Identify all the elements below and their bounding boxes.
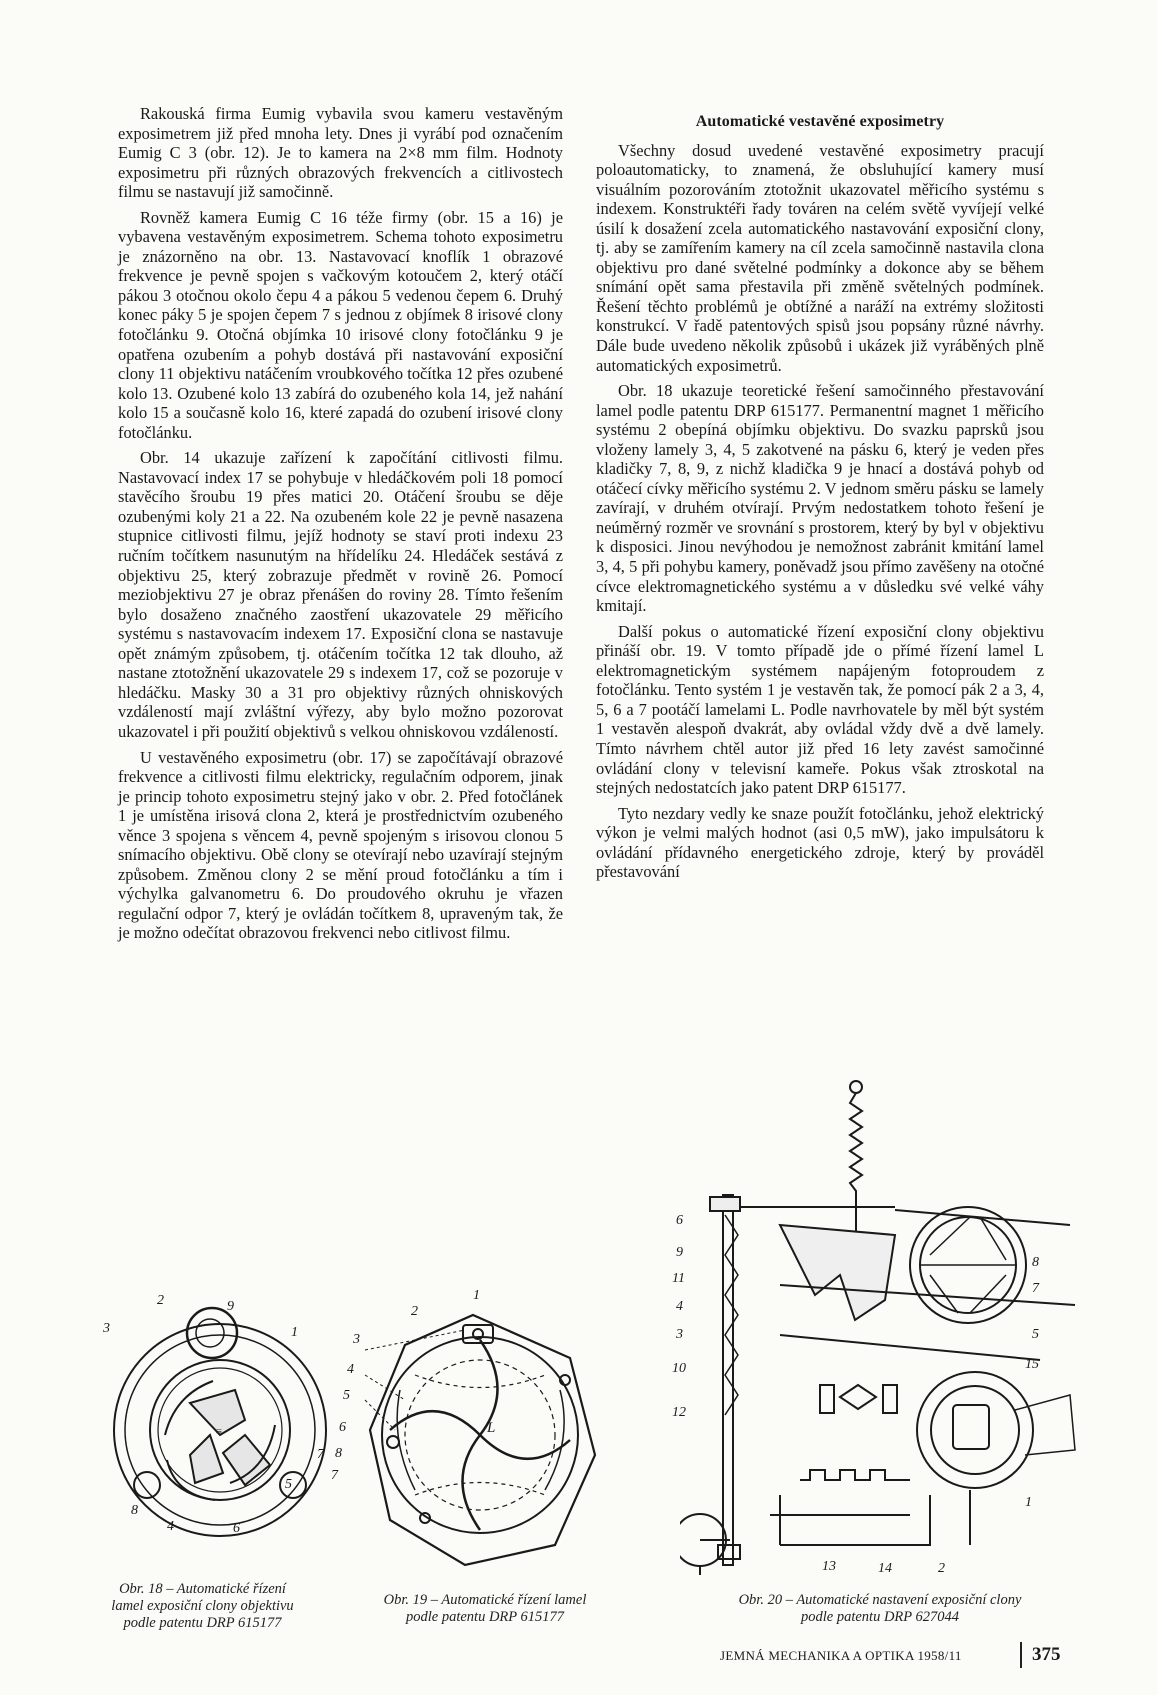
figure-label: 4 bbox=[167, 1519, 174, 1534]
figure-label: 2 bbox=[411, 1304, 418, 1319]
figure-label: 5 bbox=[285, 1477, 292, 1492]
figure-label: 10 bbox=[672, 1361, 686, 1376]
figure-label: 1 bbox=[291, 1325, 298, 1340]
caption-line: lamel exposiční clony objektivu bbox=[111, 1598, 294, 1614]
figure-label: 2 bbox=[157, 1293, 164, 1308]
figure-label: 1 bbox=[473, 1288, 480, 1303]
paragraph: Všechny dosud uvedené vestavěné exposimetry pracují poloautomaticky, to znamená, že obsluhující kamery musí visuálním pozorováním ztotožnit ukazovatel měřicího systému s indexem. Konstruktéři řady továren na celém světě vyvíjejí velké úsilí k dosažení zcela automatického nastavování exposiční clony, tj. aby se zamířením kamery na cíl zcela samočinně nastavila clona objektivu pro dané světelné podmínky a dokonce aby se během snímání opět sama přestavila při změně světelných podmínek. Řešení těchto problémů je obtížné a naráží na extrémy složitosti konstrukcí. V řadě patentových spisů jsou popsány různé návrhy. Dále bude uvedeno několik způsobů i ukázek již vyráběných plně automatických exposimetrů. bbox=[596, 140, 1044, 375]
figure-label: 8 bbox=[335, 1446, 342, 1461]
figure-label: 4 bbox=[676, 1299, 683, 1314]
journal-name: JEMNÁ MECHANIKA A OPTIKA 1958/11 bbox=[720, 1648, 962, 1663]
caption-line: podle patentu DRP 615177 bbox=[123, 1615, 282, 1631]
figure-label: 3 bbox=[676, 1327, 683, 1342]
figure-label: 6 bbox=[676, 1213, 683, 1228]
figure-label: 7 bbox=[317, 1447, 324, 1462]
footer-divider bbox=[1020, 1642, 1022, 1668]
figure-label: 1 bbox=[1025, 1495, 1032, 1510]
caption-line: podle patentu DRP 615177 bbox=[405, 1609, 564, 1625]
left-text-column bbox=[118, 104, 563, 949]
figure-label: 8 bbox=[131, 1503, 138, 1518]
figure-18-caption bbox=[70, 1581, 335, 1632]
figure-18 bbox=[95, 1285, 340, 1590]
figure-label: 7 bbox=[1032, 1281, 1039, 1296]
figure-label: 13 bbox=[822, 1559, 836, 1574]
figure-label: 9 bbox=[676, 1245, 683, 1260]
figure-19-caption bbox=[330, 1592, 640, 1626]
svg-text:≡: ≡ bbox=[215, 1426, 223, 1438]
figure-label: 12 bbox=[672, 1405, 686, 1420]
figure-19 bbox=[331, 1280, 610, 1585]
paragraph: Rakouská firma Eumig vybavila svou kameru vestavěným exposimetrem již před mnoha lety. Dnes ji vyrábí pod označením Eumig C 3 (obr. 12). Je to kamera na 2×8 mm film. Hodnoty exposimetru při různých obrazových frekvencích a citlivostech filmu se nastavují již samočinně. bbox=[118, 104, 563, 202]
figure-label: 3 bbox=[353, 1332, 360, 1347]
caption-line: Obr. 20 – Automatické nastavení exposiční clony bbox=[738, 1592, 1022, 1608]
figure-18-drawing bbox=[95, 1285, 340, 1590]
figure-20 bbox=[672, 1075, 1080, 1585]
section-heading: Automatické vestavěné exposimetry bbox=[695, 113, 945, 130]
figure-19-drawing bbox=[345, 1280, 610, 1585]
figure-label: 14 bbox=[878, 1561, 892, 1576]
caption-line: Obr. 18 – Automatické řízení bbox=[119, 1581, 286, 1597]
figure-label: 11 bbox=[672, 1271, 685, 1286]
figure-20-drawing bbox=[680, 1075, 1080, 1585]
page-footer bbox=[720, 1642, 1060, 1666]
figure-label: 4 bbox=[347, 1362, 354, 1377]
figure-label: 6 bbox=[233, 1521, 240, 1536]
right-text-column bbox=[596, 112, 1044, 888]
paragraph: U vestavěného exposimetru (obr. 17) se započítávají obrazové frekvence a citlivosti filmu elektricky, regulačním odporem, jinak je princip tohoto exposimetru stejný jako v obr. 2. Před fotočlánek 1 je umístěna irisová clona 2, která je prostřednictvím ozubeného věnce 3 spojena s věncem 4, pevně spojeným s irisovou clonou 5 snímacího objektivu. Obě clony se otevírají nebo uzavírají stejným způsobem. Změnou clony 2 se mění proud fotočlánku a tím i výchylka galvanometru 6. Do proudového okruhu je vřazen regulační odpor 7, který je ovládán točítkem 8, upraveným tak, že je možno odečítat obrazovou frekvenci nebo citlivost filmu. bbox=[118, 747, 563, 943]
paragraph: Další pokus o automatické řízení exposiční clony objektivu přináší obr. 19. V tomto případě jde o přímé řízení lamel L elektromagnetickým systémem napájeným fotoproudem z fotočlánku. Tento systém 1 je vestavěn tak, že pomocí pák 2 a 3, 4, 5, 6 a 7 pootáčí lamelami L. Podle navrhovatele by měl být systém 1 vestavěn alespoň dvakrát, aby ovládal vždy dvě a dvě lamely. Tímto návrhem chtěl autor již před 16 lety zavést samočinné ovládání clony v televisní kameře. Pokus však ztroskotal na stejných nedostatcích jako patent DRP 615177. bbox=[596, 621, 1044, 798]
figure-label: 7 bbox=[331, 1468, 338, 1483]
page-number: 375 bbox=[1032, 1644, 1061, 1665]
figure-label: 8 bbox=[1032, 1255, 1039, 1270]
figure-label: 2 bbox=[938, 1561, 945, 1576]
figure-label: 15 bbox=[1025, 1357, 1039, 1372]
figure-label: 5 bbox=[343, 1388, 350, 1403]
paragraph: Tyto nezdary vedly ke snaze použít fotočlánku, jehož elektrický výkon je velmi malých hodnot (asi 0,5 mW), jako impulsátoru k ovládání přídavného energetického zdroje, který by prováděl přestavování bbox=[596, 803, 1044, 882]
caption-line: Obr. 19 – Automatické řízení lamel bbox=[383, 1592, 587, 1608]
paragraph: Obr. 18 ukazuje teoretické řešení samočinného přestavování lamel podle patentu DRP 615177. Permanentní magnet 1 měřicího systému 2 obepíná objímku objektivu. Do svazku paprsků jsou vloženy lamely 3, 4, 5 zakotvené na pásku 6, který je veden přes kladičky 7, 8, 9, z nichž kladička 9 je hnací a dostává pohyb od otáčecí cívky měřicího systému 2. V jednom směru pásku se lamely zavírají, v druhém otvírají. Prvým nedostatkem tohoto řešení je neúměrný rozměr ve srovnání s prostorem, který by byl v objektivu k disposici. Jinou nevýhodou je nemožnost zabránit kmitání lamel 3, 4, 5 při pohybu kamery, poněvadž jsou přímo zavěšeny na otočné cívce elektromagnetického systému a v důsledku své velké váhy kmitají. bbox=[596, 381, 1044, 616]
figure-label: 3 bbox=[103, 1321, 110, 1336]
figure-20-caption bbox=[680, 1592, 1080, 1626]
caption-line: podle patentu DRP 627044 bbox=[800, 1609, 959, 1625]
figure-label: 9 bbox=[227, 1299, 234, 1314]
paragraph: Rovněž kamera Eumig C 16 téže firmy (obr. 15 a 16) je vybavena vestavěným exposimetrem. Schema tohoto exposimetru je znázorněno na obr. 13. Nastavovací knoflík 1 obrazové frekvence je pevně spojen s vačkovým kotoučem 2, který otáčí pákou 3 otočnou okolo čepu 4 a pákou 5 vedenou čepem 6. Druhý konec páky 5 je spojen čepem 7 s jednou z objímek 8 irisové clony fotočlánku 9. Otočná objímka 10 irisové clony fotočlánku 9 je opatřena ozubením a pohyb dostává při nastavování exposiční clony 11 objektivu natáčením vroubkového točítka 12 přes ozubené kolo 13. Ozubené kolo 13 zabírá do ozubeného kola 14, jež nahání kolo 15 a současně kolo 16, které zapadá do ozubení irisové clony fotočlánku. bbox=[118, 207, 563, 442]
figure-label: 5 bbox=[1032, 1327, 1039, 1342]
paragraph: Obr. 14 ukazuje zařízení k započítání citlivosti filmu. Nastavovací index 17 se pohybuje v hledáčkovém poli 18 pomocí stavěcího šroubu 19 přes matici 20. Otáčení šroubu se děje ozubenými koly 21 a 22. Na ozubeném kole 22 je pevně nasazena stupnice citlivosti filmu, jejíž hodnoty se staví proti indexu 23 ručním točítkem nasunutým na hřídelíku 24. Hledáček sestává z objektivu 25, který zobrazuje předmět v rovině 26. Pomocí meziobjektivu 27 je obraz přenášen do roviny 28. Tímto řešením bylo dosaženo značného zaostření ukazovatele 29 měřicího systému s nastavovacím indexem 17. Exposiční clona se nastavuje opět známým způsobem, tj. otáčením točítka 12 tak dlouho, až nastane ztotožnění ukazovatele 29 s indexem 17, což se pozoruje v hledáčku. Masky 30 a 31 pro objektivy různých ohniskových vzdáleností mají zvláštní výřezy, aby bylo možno pozorovat ukazovatel i při použití objektivů s velkou ohniskovou vzdáleností. bbox=[118, 448, 563, 741]
figure-label: 6 bbox=[339, 1420, 346, 1435]
figure-label: L bbox=[487, 1420, 496, 1436]
